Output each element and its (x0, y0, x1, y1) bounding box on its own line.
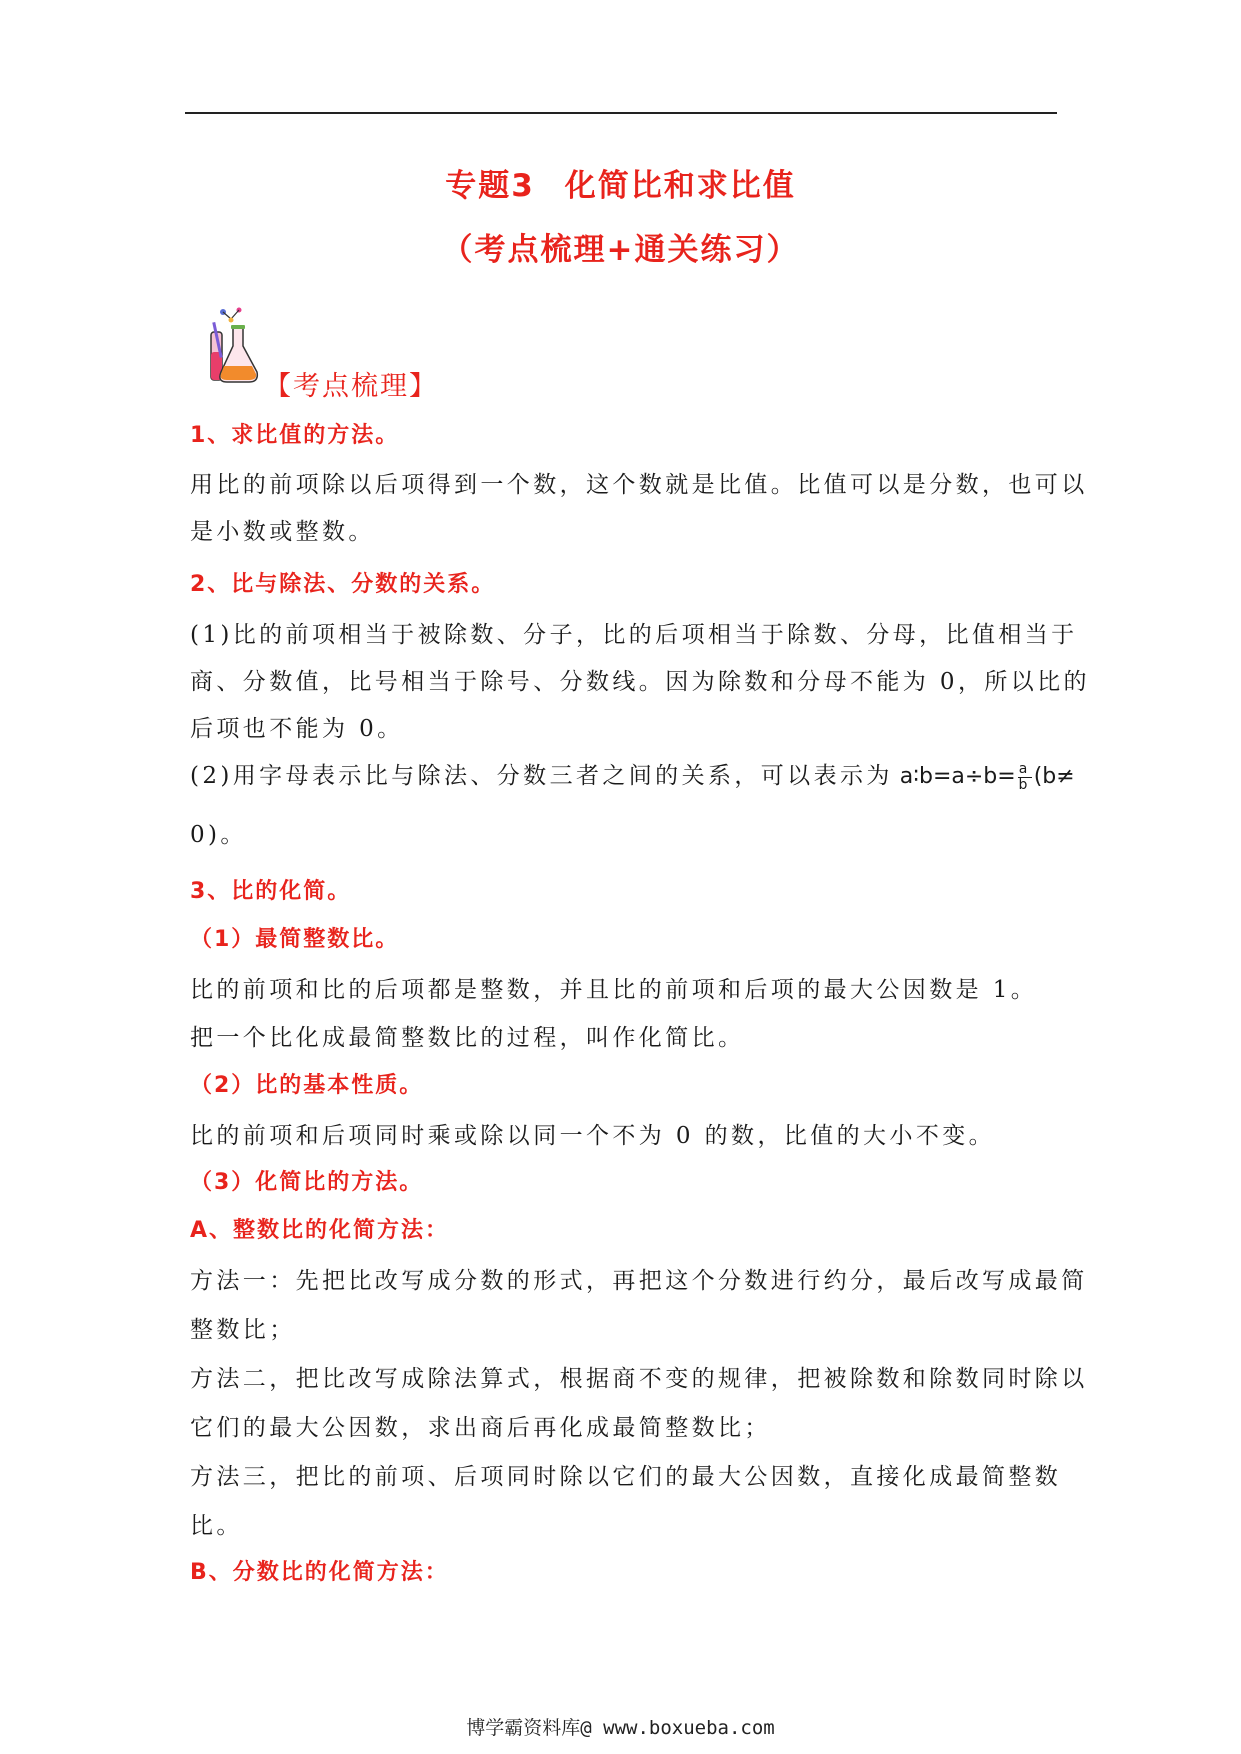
paragraph-line: 把一个比化成最简整数比的过程，叫作化简比。 (190, 1025, 745, 1051)
paragraph-line: 用比的前项除以后项得到一个数，这个数就是比值。比值可以是分数，也可以 (190, 472, 1088, 498)
lab-flask-icon (203, 306, 261, 386)
heading-ratio-division-fraction: 2、比与除法、分数的关系。 (190, 572, 496, 597)
section-tag-key-points: 【考点梳理】 (264, 371, 438, 402)
paragraph-line: 它们的最大公因数，求出商后再化成最简整数比； (190, 1415, 771, 1441)
heading-ratio-simplify: 3、比的化简。 (190, 879, 352, 904)
paragraph-line: 是小数或整数。 (190, 519, 375, 545)
subheading-simplify-method: （3）化简比的方法。 (190, 1170, 424, 1195)
paragraph-line: 比。 (190, 1513, 243, 1539)
footer-watermark: 博学霸资料库@ www.boxueba.com (466, 1717, 775, 1739)
fraction-a-over-b: $\frac{a}{b}$ (1018, 760, 1031, 793)
heading-ratio-value-method: 1、求比值的方法。 (190, 423, 400, 448)
paragraph-line: 方法一：先把比改写成分数的形式，再把这个分数进行约分，最后改写成最简 (190, 1268, 1088, 1294)
paragraph-line: 0)。 (190, 822, 247, 848)
subheading-simplest-ratio: （1）最简整数比。 (190, 927, 400, 952)
paragraph-line: 方法二，把比改写成除法算式，根据商不变的规律，把被除数和除数同时除以 (190, 1366, 1088, 1392)
paragraph-line: 后项也不能为 0。 (190, 716, 404, 742)
paragraph-line: 整数比； (190, 1317, 296, 1343)
paragraph-line: (1)比的前项相当于被除数、分子，比的后项相当于除数、分母，比值相当于 (190, 622, 1078, 648)
page-subtitle: （考点梳理+通关练习） (441, 232, 800, 268)
heading-integer-ratio: A、整数比的化简方法： (190, 1218, 450, 1243)
paragraph-line: 比的前项和后项同时乘或除以同一个不为 0 的数，比值的大小不变。 (190, 1123, 996, 1149)
paragraph-line: 比的前项和比的后项都是整数，并且比的前项和后项的最大公因数是 1。 (190, 977, 1038, 1003)
paragraph-line: 商、分数值，比号相当于除号、分数线。因为除数和分母不能为 0，所以比的 (190, 669, 1090, 695)
formula-line: (2)用字母表示比与除法、分数三者之间的关系，可以表示为 a∶b=a÷b= $\frac{a}{b}$ (b≠ (190, 760, 1075, 793)
heading-fraction-ratio: B、分数比的化简方法： (190, 1560, 449, 1585)
subheading-ratio-property: （2）比的基本性质。 (190, 1073, 424, 1098)
ratio-formula: a∶b=a÷b= (892, 764, 1016, 789)
page-title: 专题3 化简比和求比值 (445, 168, 796, 204)
top-rule (185, 112, 1057, 114)
paragraph-line: 方法三，把比的前项、后项同时除以它们的最大公因数，直接化成最简整数 (190, 1464, 1062, 1490)
